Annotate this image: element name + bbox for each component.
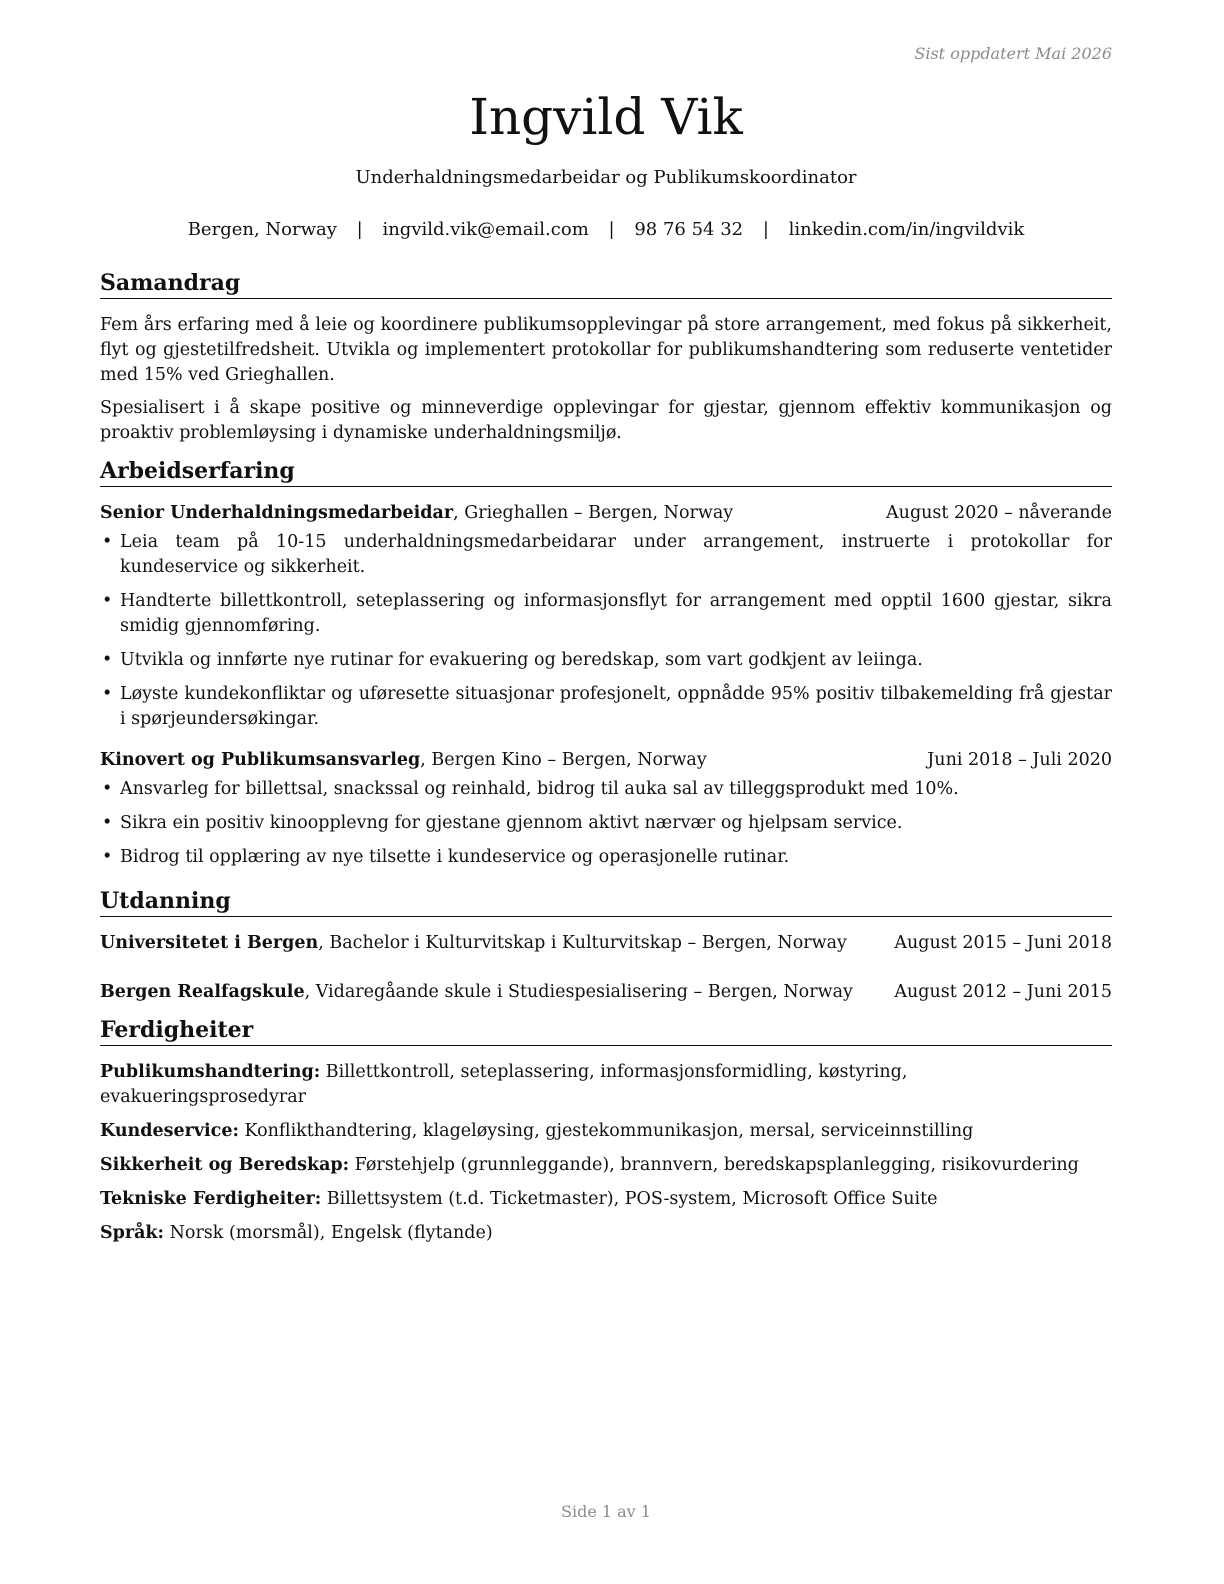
skill-label: Kundeservice: bbox=[100, 1121, 239, 1141]
section-title-summary: Samandrag bbox=[100, 268, 1112, 299]
job-bullet: • Løyste kundekonfliktar og uføresette situasjonar profesjonelt, oppnådde 95% positiv tilbakemelding frå gjestar i spørjeundersøkingar. bbox=[100, 682, 1112, 732]
job-dates: August 2020 – nåverande bbox=[886, 503, 1112, 523]
contact-separator: | bbox=[608, 219, 615, 240]
skill-value: Norsk (morsmål), Engelsk (flytande) bbox=[164, 1223, 493, 1243]
job-place: , Grieghallen – Bergen, Norway bbox=[453, 503, 734, 523]
skill-value: Billettsystem (t.d. Ticketmaster), POS-system, Microsoft Office Suite bbox=[321, 1189, 938, 1209]
section-title-experience: Arbeidserfaring bbox=[100, 456, 1112, 487]
skill-row bbox=[100, 1119, 1112, 1144]
job-dates: Juni 2018 – Juli 2020 bbox=[927, 750, 1112, 770]
skill-label: Publikumshandtering: bbox=[100, 1062, 321, 1082]
skill-row bbox=[100, 1187, 1112, 1212]
job-bullet: • Bidrog til opplæring av nye tilsette i kundeservice og operasjonelle rutinar. bbox=[100, 845, 1112, 870]
job-bullet: • Sikra ein positiv kinoopplevng for gjestane gjennom aktivt nærvær og hjelpsam service. bbox=[100, 811, 1112, 836]
job-bullets bbox=[100, 530, 1112, 732]
education-entry bbox=[100, 980, 1112, 1005]
contact-separator: | bbox=[356, 219, 363, 240]
job-place: , Bergen Kino – Bergen, Norway bbox=[420, 750, 707, 770]
contact-phone: 98 76 54 32 bbox=[634, 219, 744, 240]
education-detail: , Vidaregåande skule i Studiespesialisering – Bergen, Norway bbox=[304, 982, 853, 1002]
job-bullet: • Handterte billettkontroll, seteplassering og informasjonsflyt for arrangement med opptil 1600 gjestar, sikra smidig gjennomføring. bbox=[100, 589, 1112, 639]
skill-label: Tekniske Ferdigheiter: bbox=[100, 1189, 322, 1209]
section-title-skills: Ferdigheiter bbox=[100, 1015, 1112, 1046]
skill-row bbox=[100, 1060, 1112, 1110]
job-role: Kinovert og Publikumsansvarleg bbox=[100, 750, 421, 770]
contact-separator: | bbox=[762, 219, 769, 240]
skill-value: Billettkontroll, seteplassering, informasjonsformidling, køstyring, evakueringsprosedyrar bbox=[100, 1062, 908, 1107]
contact-linkedin[interactable]: linkedin.com/in/ingvildvik bbox=[788, 219, 1025, 240]
job-role: Senior Underhaldningsmedarbeidar bbox=[100, 503, 454, 523]
last-updated: Sist oppdatert Mai 2026 bbox=[914, 44, 1112, 63]
education-dates: August 2012 – Juni 2015 bbox=[894, 982, 1112, 1002]
job-entry bbox=[100, 501, 1112, 732]
job-bullet: • Leia team på 10-15 underhaldningsmedarbeidarar under arrangement, instruerte i protokollar for kundeservice og sikkerheit. bbox=[100, 530, 1112, 580]
resume-page bbox=[100, 0, 1112, 1584]
education-school: Bergen Realfagskule bbox=[100, 982, 305, 1002]
job-entry bbox=[100, 748, 1112, 870]
skill-row bbox=[100, 1153, 1112, 1178]
skill-label: Sikkerheit og Beredskap: bbox=[100, 1155, 350, 1175]
job-bullet: • Utvikla og innførte nye rutinar for evakuering og beredskap, som vart godkjent av leiinga. bbox=[100, 648, 1112, 673]
job-header bbox=[100, 748, 1112, 773]
skill-row bbox=[100, 1221, 1112, 1246]
contact-email[interactable]: ingvild.vik@email.com bbox=[382, 219, 589, 240]
job-role-line bbox=[100, 501, 733, 526]
education-line bbox=[100, 931, 847, 956]
summary-paragraph: Fem års erfaring med å leie og koordinere publikumsopplevingar på store arrangement, med fokus på sikkerheit, flyt og gjestetilfredsheit. Utvikla og implementert protokollar for publikumshandtering som reduserte ventetider med 15% ved Grieghallen. bbox=[100, 315, 1112, 385]
section-title-education: Utdanning bbox=[100, 886, 1112, 917]
education-dates: August 2015 – Juni 2018 bbox=[894, 933, 1112, 953]
education-detail: , Bachelor i Kulturvitskap i Kulturvitskap – Bergen, Norway bbox=[318, 933, 847, 953]
job-bullet: • Ansvarleg for billettsal, snackssal og reinhald, bidrog til auka sal av tilleggsprodukt med 10%. bbox=[100, 777, 1112, 802]
resume-content bbox=[100, 268, 1112, 1256]
education-section bbox=[100, 886, 1112, 1005]
job-role-line bbox=[100, 748, 707, 773]
job-bullets bbox=[100, 777, 1112, 870]
job-header bbox=[100, 501, 1112, 526]
education-entry bbox=[100, 931, 1112, 956]
education-line bbox=[100, 980, 853, 1005]
skill-value: Førstehjelp (grunnleggande), brannvern, beredskapsplanlegging, risikovurdering bbox=[349, 1155, 1079, 1175]
skills-section bbox=[100, 1015, 1112, 1246]
summary-paragraph: Spesialisert i å skape positive og minneverdige opplevingar for gjestar, gjennom effektiv kommunikasjon og proaktiv problemløysing i dynamiske underhaldningsmiljø. bbox=[100, 398, 1112, 443]
summary-section bbox=[100, 268, 1112, 446]
skill-label: Språk: bbox=[100, 1223, 165, 1243]
page-number: Side 1 av 1 bbox=[561, 1502, 651, 1521]
person-name: Ingvild Vik bbox=[469, 88, 743, 146]
education-school: Universitetet i Bergen bbox=[100, 933, 319, 953]
skill-value: Konflikthandtering, klageløysing, gjestekommunikasjon, mersal, serviceinnstilling bbox=[238, 1121, 974, 1141]
experience-section bbox=[100, 456, 1112, 870]
contact-location: Bergen, Norway bbox=[187, 219, 337, 240]
job-title: Underhaldningsmedarbeidar og Publikumskoordinator bbox=[355, 167, 857, 188]
contact-line bbox=[100, 219, 1112, 240]
